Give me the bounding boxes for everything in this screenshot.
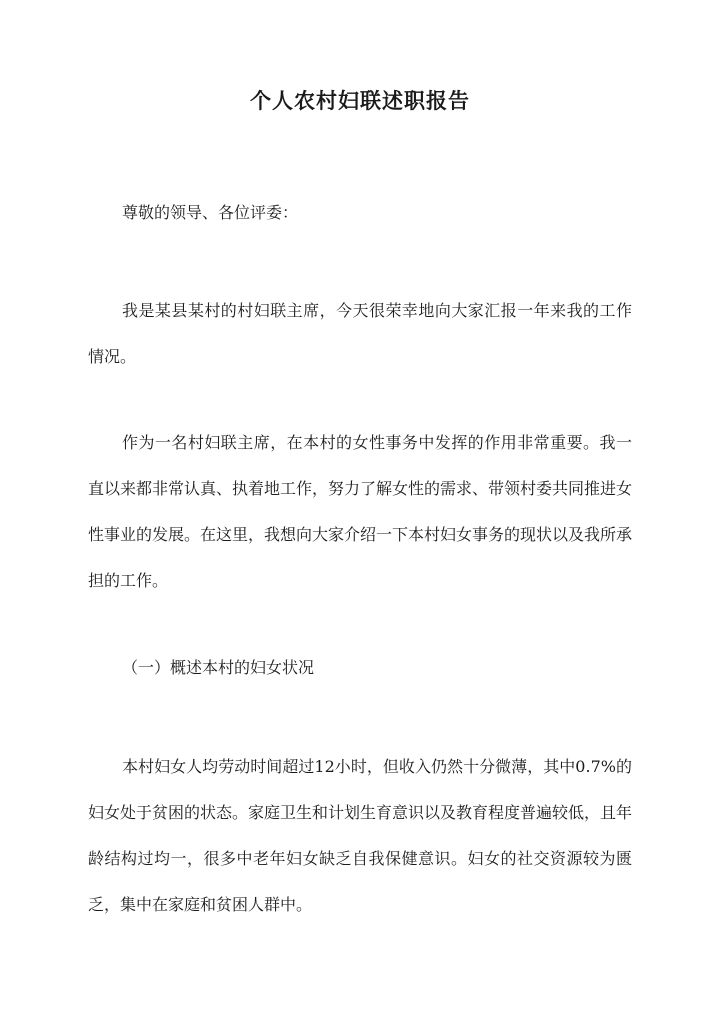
document-title: 个人农村妇联述职报告 <box>250 88 470 113</box>
section-heading: （一）概述本村的妇女状况 <box>122 658 315 677</box>
paragraph-role: 作为一名村妇联主席，在本村的女性事务中发挥的作用非常重要。我一直以来都非常认真、执着地工作，努力了解女性的需求、带领村委共同推进女性事业的发展。在这里，我想向大家介绍一下本村妇女事务的现状以及我所承担的工作。 <box>88 433 633 590</box>
salutation: 尊敬的领导、各位评委： <box>122 203 299 222</box>
paragraph-intro: 我是某县某村的村妇联主席，今天很荣幸地向大家汇报一年来我的工作情况。 <box>88 301 632 366</box>
paragraph-status: 本村妇女人均劳动时间超过12小时，但收入仍然十分微薄，其中0.7%的妇女处于贫困的状态。家庭卫生和计划生育意识以及教育程度普遍较低，且年龄结构过均一，很多中老年妇女缺乏自我保健意识。妇女的社交资源较为匮乏，集中在家庭和贫困人群中。 <box>88 757 633 914</box>
